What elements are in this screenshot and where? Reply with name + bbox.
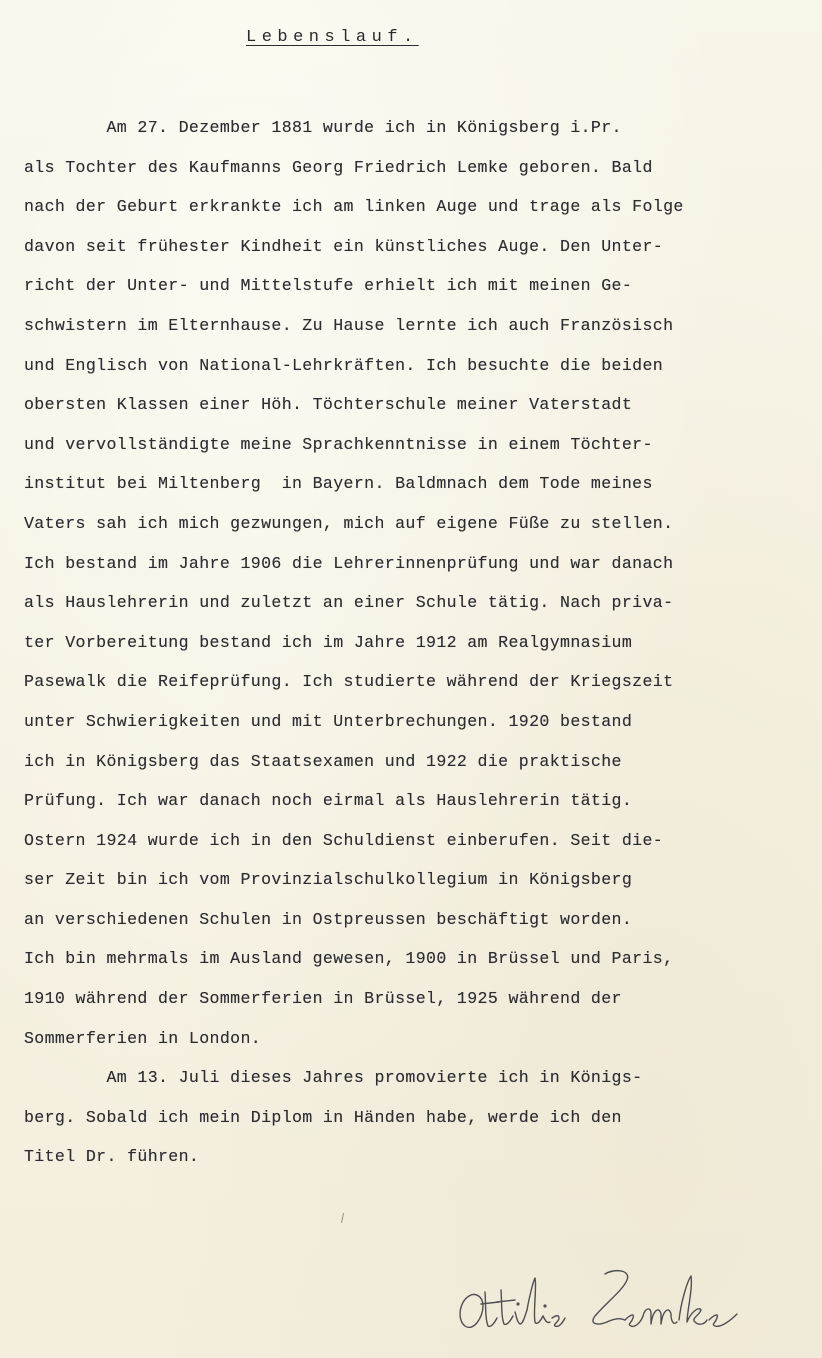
text-line: Ich bestand im Jahre 1906 die Lehrerinnenprüfung und war danach — [24, 553, 674, 573]
text-line: schwistern im Elternhause. Zu Hause lernte ich auch Französisch — [24, 315, 674, 335]
text-line: Am 27. Dezember 1881 wurde ich in Königsberg i.Pr. — [24, 118, 622, 137]
text-line: Vaters sah ich mich gezwungen, mich auf eigene Füße zu stellen. — [24, 513, 674, 533]
text-line: Prüfung. Ich war danach noch eirmal als Hauslehrerin tätig. — [24, 791, 633, 811]
text-line: unter Schwierigkeiten und mit Unterbrechungen. 1920 bestand — [24, 711, 633, 731]
text-line: ter Vorbereitung bestand ich im Jahre 1912 am Realgymnasium — [24, 632, 633, 652]
text-line: und vervollständigte meine Sprachkenntnisse in einem Töchter- — [24, 434, 653, 454]
text-line: Ich bin mehrmals im Ausland gewesen, 1900 in Brüssel und Paris, — [24, 949, 674, 969]
document-body — [24, 108, 814, 1177]
text-line: Sommerferien in London. — [24, 1028, 262, 1048]
signature — [455, 1262, 755, 1342]
text-line: obersten Klassen einer Höh. Töchterschule meiner Vaterstadt — [24, 395, 633, 415]
text-line: Am 13. Juli dieses Jahres promovierte ich in Königs- — [24, 1068, 643, 1088]
signature-drawing — [455, 1262, 755, 1342]
text-line: ich in Königsberg das Staatsexamen und 1922 die praktische — [24, 751, 622, 771]
text-line: nach der Geburt erkrankte ich am linken Auge und trage als Folge — [24, 197, 684, 217]
text-line: ser Zeit bin ich vom Provinzialschulkollegium in Königsberg — [24, 870, 633, 890]
text-line: Titel Dr. führen. — [24, 1147, 200, 1167]
document-title: Lebenslauf. — [246, 28, 419, 47]
stray-pen-mark — [341, 1213, 344, 1223]
text-line: als Hauslehrerin und zuletzt an einer Schule tätig. Nach priva- — [24, 593, 674, 613]
text-line: institut bei Miltenberg in Bayern. Baldmnach dem Tode meines — [24, 474, 653, 494]
text-line: Ostern 1924 wurde ich in den Schuldienst einberufen. Seit die- — [24, 830, 664, 850]
text-line: 1910 während der Sommerferien in Brüssel, 1925 während der — [24, 989, 622, 1009]
text-line: Pasewalk die Reifeprüfung. Ich studierte während der Kriegszeit — [24, 672, 674, 692]
text-line: berg. Sobald ich mein Diplom in Händen habe, werde ich den — [24, 1107, 622, 1127]
text-line: davon seit frühester Kindheit ein künstliches Auge. Den Unter- — [24, 236, 664, 256]
text-line: und Englisch von National-Lehrkräften. Ich besuchte die beiden — [24, 355, 664, 375]
text-line: als Tochter des Kaufmanns Georg Friedrich Lemke geboren. Bald — [24, 157, 653, 177]
text-line: an verschiedenen Schulen in Ostpreussen beschäftigt worden. — [24, 909, 633, 929]
text-line: richt der Unter- und Mittelstufe erhielt ich mit meinen Ge- — [24, 276, 633, 296]
